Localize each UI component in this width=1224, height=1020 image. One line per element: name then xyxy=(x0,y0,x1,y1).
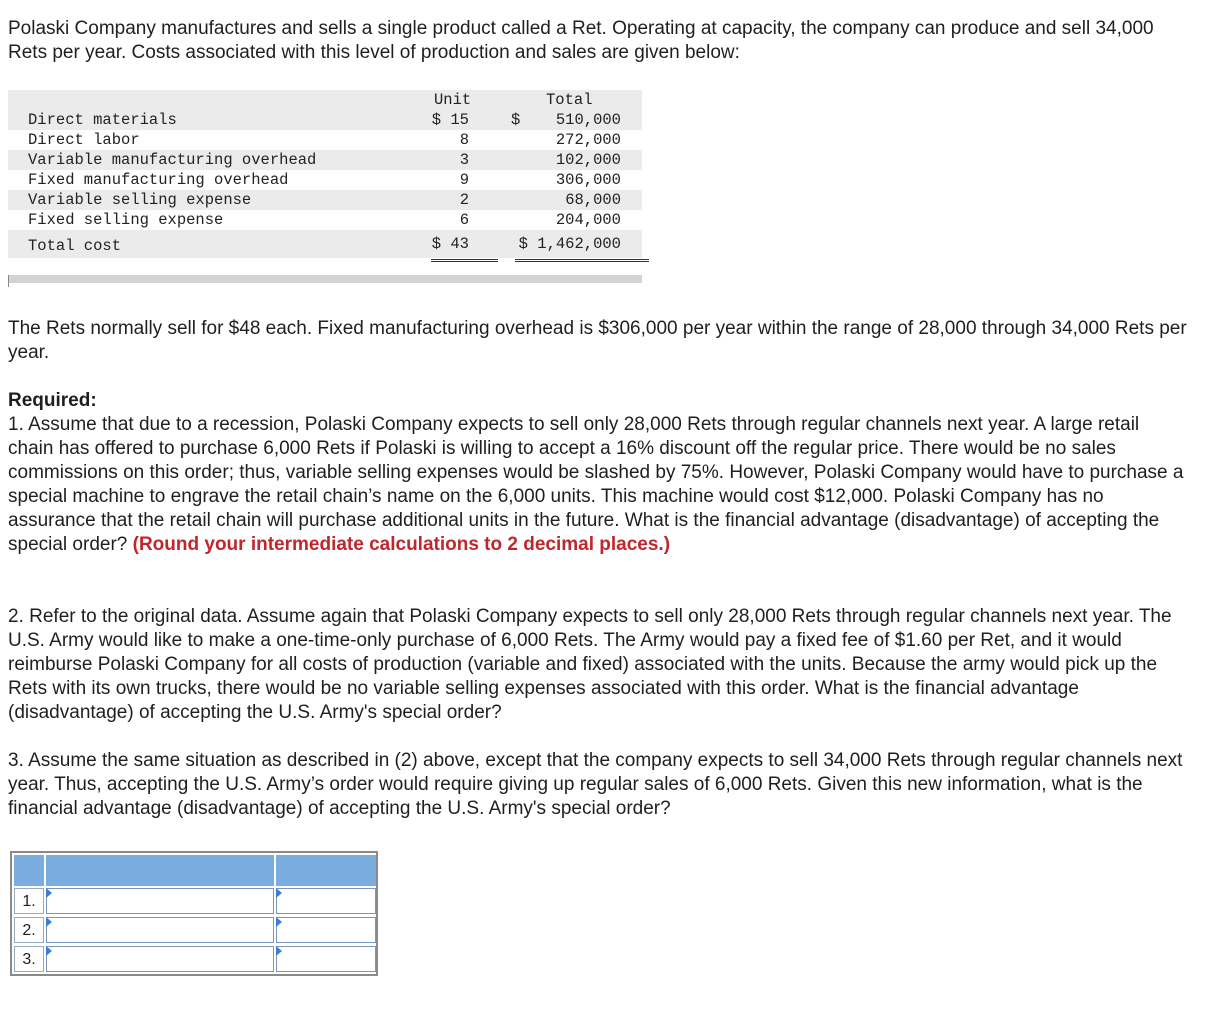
table-row xyxy=(8,110,642,130)
row-label: Variable manufacturing overhead xyxy=(28,151,317,169)
row-unit: 6 xyxy=(459,211,469,229)
row-total: 204,000 xyxy=(555,211,621,229)
total-double-line xyxy=(515,257,649,262)
question-3: 3. Assume the same situation as described in (2) above, except that the company expects to sell 34,000 Rets through regular channels next year. Thus, accepting the U.S. Army’s order would require giving up regular sales of 6,000 Rets. Given this new information, what is the financial advantage (disadvantage) of accepting the U.S. Army's special order? xyxy=(8,750,1183,819)
total-column-header: Total xyxy=(546,91,593,109)
required-section xyxy=(8,389,1188,557)
table-scrollbar xyxy=(8,275,642,283)
table-row xyxy=(8,150,642,170)
row-unit: 2 xyxy=(459,191,469,209)
dropdown-marker-icon xyxy=(276,888,282,898)
dropdown-marker-icon xyxy=(46,888,52,898)
table-bar-tick xyxy=(8,275,9,287)
table-row xyxy=(8,170,642,190)
table-row xyxy=(8,190,642,210)
row-label: Direct labor xyxy=(28,131,140,149)
question-1 xyxy=(8,413,1188,557)
normal-price-paragraph: The Rets normally sell for $48 each. Fixed manufacturing overhead is $306,000 per year within the range of 28,000 through 34,000 Rets per year. xyxy=(8,318,1187,363)
cost-table xyxy=(8,90,642,258)
row-label: Fixed selling expense xyxy=(28,211,224,229)
row-number: 1. xyxy=(14,888,44,914)
row-unit: $ 15 xyxy=(431,111,469,129)
grid-header-num xyxy=(14,855,44,886)
row-number: 3. xyxy=(14,946,44,972)
row-label: Variable selling expense xyxy=(28,191,252,209)
answer-3-label-input[interactable] xyxy=(46,946,274,972)
answer-3-amount-input[interactable] xyxy=(276,946,376,972)
total-row-label: Total cost xyxy=(28,237,122,255)
answer-2-label-input[interactable] xyxy=(46,917,274,943)
dropdown-marker-icon xyxy=(276,946,282,956)
dropdown-marker-icon xyxy=(46,917,52,927)
required-heading: Required: xyxy=(8,390,97,411)
question-1-text: 1. Assume that due to a recession, Polaski Company expects to sell only 28,000 Rets through regular channels next year. A large retail chain has offered to purchase 6,000 Rets if Polaski is willing to accept a 16% discount off the regular price. There would be no sales commissions on this order; thus, variable selling expenses would be slashed by 75%. However, Polaski Company would have to purchase a special machine to engrave the retail chain’s name on the 6,000 units. This machine would cost $12,000. Polaski Company has no assurance that the retail chain will purchase additional units in the future. What is the financial advantage (disadvantage) of accepting the special order? xyxy=(8,414,1184,555)
answer-1-label-input[interactable] xyxy=(46,888,274,914)
row-unit: 8 xyxy=(459,131,469,149)
unit-column-header: Unit xyxy=(434,91,472,109)
total-row xyxy=(8,230,642,258)
row-total: 510,000 xyxy=(555,111,621,129)
row-dollar-sign: $ xyxy=(511,111,521,129)
row-total: 68,000 xyxy=(565,191,621,209)
row-unit: 9 xyxy=(459,171,469,189)
row-total: 272,000 xyxy=(555,131,621,149)
answer-2-amount-input[interactable] xyxy=(276,917,376,943)
total-row-total: $ 1,462,000 xyxy=(518,235,621,253)
row-unit: 3 xyxy=(459,151,469,169)
row-label: Fixed manufacturing overhead xyxy=(28,171,289,189)
grid-header-label xyxy=(46,855,274,886)
dropdown-marker-icon xyxy=(46,946,52,956)
row-label: Direct materials xyxy=(28,111,177,129)
answer-1-amount-input[interactable] xyxy=(276,888,376,914)
total-row-unit: $ 43 xyxy=(431,235,469,253)
answer-grid xyxy=(10,851,378,976)
unit-total-double-line xyxy=(431,257,498,262)
row-total: 102,000 xyxy=(555,151,621,169)
table-row xyxy=(8,130,642,150)
cost-table-header xyxy=(8,90,642,110)
row-total: 306,000 xyxy=(555,171,621,189)
table-row xyxy=(8,210,642,230)
question-2: 2. Refer to the original data. Assume again that Polaski Company expects to sell only 28,000 Rets through regular channels next year. The U.S. Army would like to make a one-time-only purchase of 6,000 Rets. The Army would pay a fixed fee of $1.60 per Ret, and it would reimburse Polaski Company for all costs of production (variable and fixed) associated with the units. Because the army would pick up the Rets with its own trucks, there would be no variable selling expenses associated with this order. What is the financial advantage (disadvantage) of accepting the U.S. Army's special order? xyxy=(8,606,1172,723)
dropdown-marker-icon xyxy=(276,917,282,927)
intro-paragraph: Polaski Company manufactures and sells a single product called a Ret. Operating at capacity, the company can produce and sell 34,000 Rets per year. Costs associated with this level of production and sales are given below: xyxy=(8,18,1154,63)
grid-header-amount xyxy=(276,855,376,886)
rounding-note: (Round your intermediate calculations to 2 decimal places.) xyxy=(132,534,671,555)
row-number: 2. xyxy=(14,917,44,943)
